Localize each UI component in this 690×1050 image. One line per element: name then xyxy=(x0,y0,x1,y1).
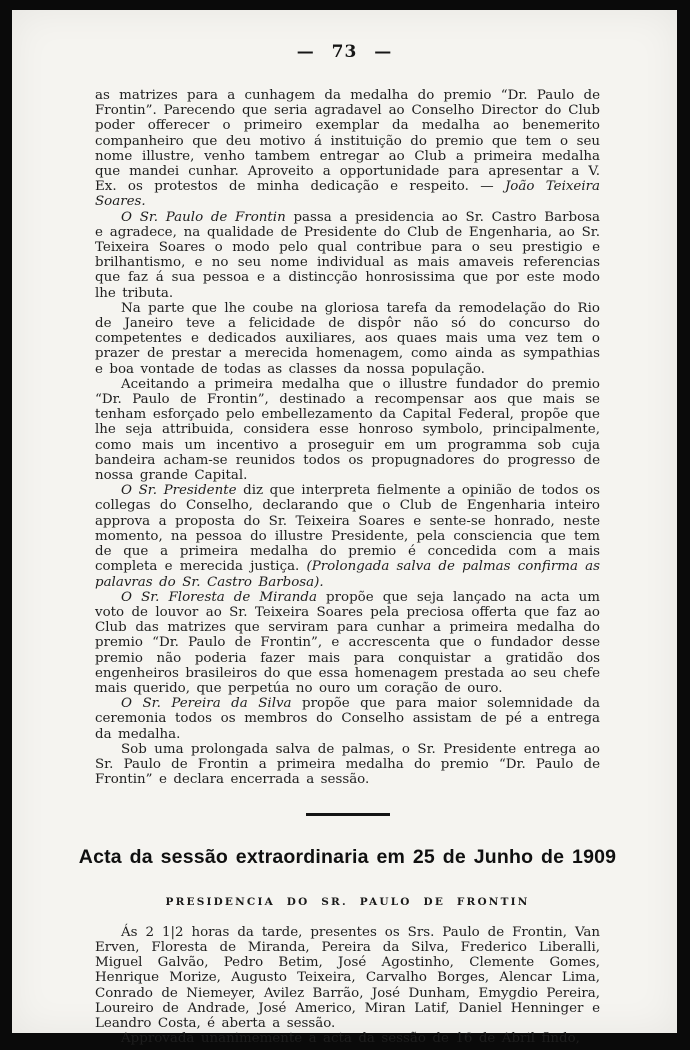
paragraph-text: Sob uma prolongada salva de palmas, o Sr. Presidente entrega ao Sr. Paulo de Frontin a primeira medalha do premio “Dr. Paulo de Frontin” e declara encerrada a sessão. xyxy=(95,741,600,788)
paragraph xyxy=(95,1031,600,1046)
speaker-name: O Sr. Presidente xyxy=(121,483,237,499)
paragraph xyxy=(95,696,600,742)
paragraph-text: Aceitando a primeira medalha que o illustre fundador do premio “Dr. Paulo de Frontin”, destinado a recompensar aos que mais se tenham esforçado pelo embellezamento da Capital Federal, propõe que lhe seja attribuida, considera esse honroso symbolo, principalmente, como mais um incentivo a proseguir em um programma sob cuja bandeira acham-se reunidos todos os propugnadores do progresso de nossa grande Capital. xyxy=(95,376,600,484)
section-heading: Acta da sessão extraordinaria em 25 de Junho de 1909 xyxy=(78,846,617,869)
stage-direction: (Prolongada salva de palmas confirma as palavras do Sr. Castro Barbosa). xyxy=(95,559,601,590)
page-number: — 73 — xyxy=(296,42,393,62)
paragraph xyxy=(95,742,600,788)
section-subheading: PRESIDENCIA DO SR. PAULO DE FRONTIN xyxy=(165,895,530,908)
paragraph xyxy=(95,88,600,210)
paragraph-text: propõe que para maior solemnidade da ceremonia todos os membros do Conselho assistam de pé a entrega da medalha. xyxy=(95,696,600,742)
paragraph xyxy=(95,210,600,301)
speaker-name: O Sr. Pereira da Silva xyxy=(121,696,292,712)
section-divider xyxy=(306,813,390,816)
paragraph xyxy=(95,590,600,696)
signature: João Teixeira Soares. xyxy=(95,179,600,210)
paragraph-text: propõe que seja lançado na acta um voto de louvor ao Sr. Teixeira Soares pela preciosa offerta que faz ao Club das matrizes que serviram para cunhar a primeira medalha do premio “Dr. Paulo de Frontin”, e accrescenta que o fundador desse premio não poderia fazer mais para conquistar a gratidão dos engenheiros brasileiros do que essa homenagem prestada ao seu chefe mais querido, que perpetúa no ouro um coração de ouro. xyxy=(95,589,601,696)
paragraph-text: passa a presidencia ao Sr. Castro Barbosa e agradece, na qualidade de Presidente do Club de Engenharia, ao Sr. Teixeira Soares o modo pelo qual contribue para o seu prestigio e brilhantismo, e no seu nome individual as mais amaveis referencias que faz á sua pessoa e a distincção honrosissima que por este modo lhe tributa. xyxy=(95,209,601,301)
speaker-name: O Sr. Floresta de Miranda xyxy=(121,589,317,605)
speaker-name: O Sr. Paulo de Frontin xyxy=(121,209,286,225)
paragraph-text: Na parte que lhe coube na gloriosa tarefa da remodelação do Rio de Janeiro teve a felicidade de dispôr não só do concurso do competentes e dedicados auxiliares, aos quaes mais uma vez tem o prazer de prestar a merecida homenagem, como ainda as sympathias e boa vontade de todas as classes da nossa população. xyxy=(95,300,600,377)
paragraph-text: diz que interpreta fielmente a opinião de todos os collegas do Conselho, declarando que o Club de Engenharia inteiro approva a proposta do Sr. Teixeira Soares e sente-se honrado, neste momento, na pessoa do illustre Presidente, pela consciencia que tem de que a primeira medalha do premio é concedida com a mais completa e merecida justiça. xyxy=(95,483,600,575)
paragraph-text: Approvada unanimemente a acta da sessão de 16 de Abril findo, xyxy=(121,1031,580,1047)
paragraph xyxy=(95,925,600,1031)
page-content xyxy=(78,88,617,1047)
paragraph-text: as matrizes para a cunhagem da medalha do premio “Dr. Paulo de Frontin”. Parecendo que seria agradavel ao Conselho Director do Club poder offerecer o primeiro exemplar da medalha ao benemerito companheiro que deu motivo á instituição do premio que tem o seu nome illustre, venho tambem entregar ao Club a primeira medalha que mandei cunhar. Aproveito a opportunidade para apresentar a V. Ex. os protestos de minha dedicação e respeito. — xyxy=(95,88,600,195)
paragraph xyxy=(95,301,600,377)
document-page xyxy=(12,10,677,1047)
paragraph-text: Ás 2 1|2 horas da tarde, presentes os Srs. Paulo de Frontin, Van Erven, Floresta de Miranda, Pereira da Silva, Frederico Liberalli, Miguel Galvão, Pedro Betim, José Agostinho, Clemente Gomes, Henrique Morize, Augusto Teixeira, Carvalho Borges, Alencar Lima, Conrado de Niemeyer, Avilez Barrão, José Dunham, Emygdio Pereira, Loureiro de Andrade, José Americo, Miran Latif, Daniel Henninger e Leandro Costa, é aberta a sessão. xyxy=(95,924,600,1031)
paragraph xyxy=(95,483,600,589)
paragraph xyxy=(95,377,600,483)
